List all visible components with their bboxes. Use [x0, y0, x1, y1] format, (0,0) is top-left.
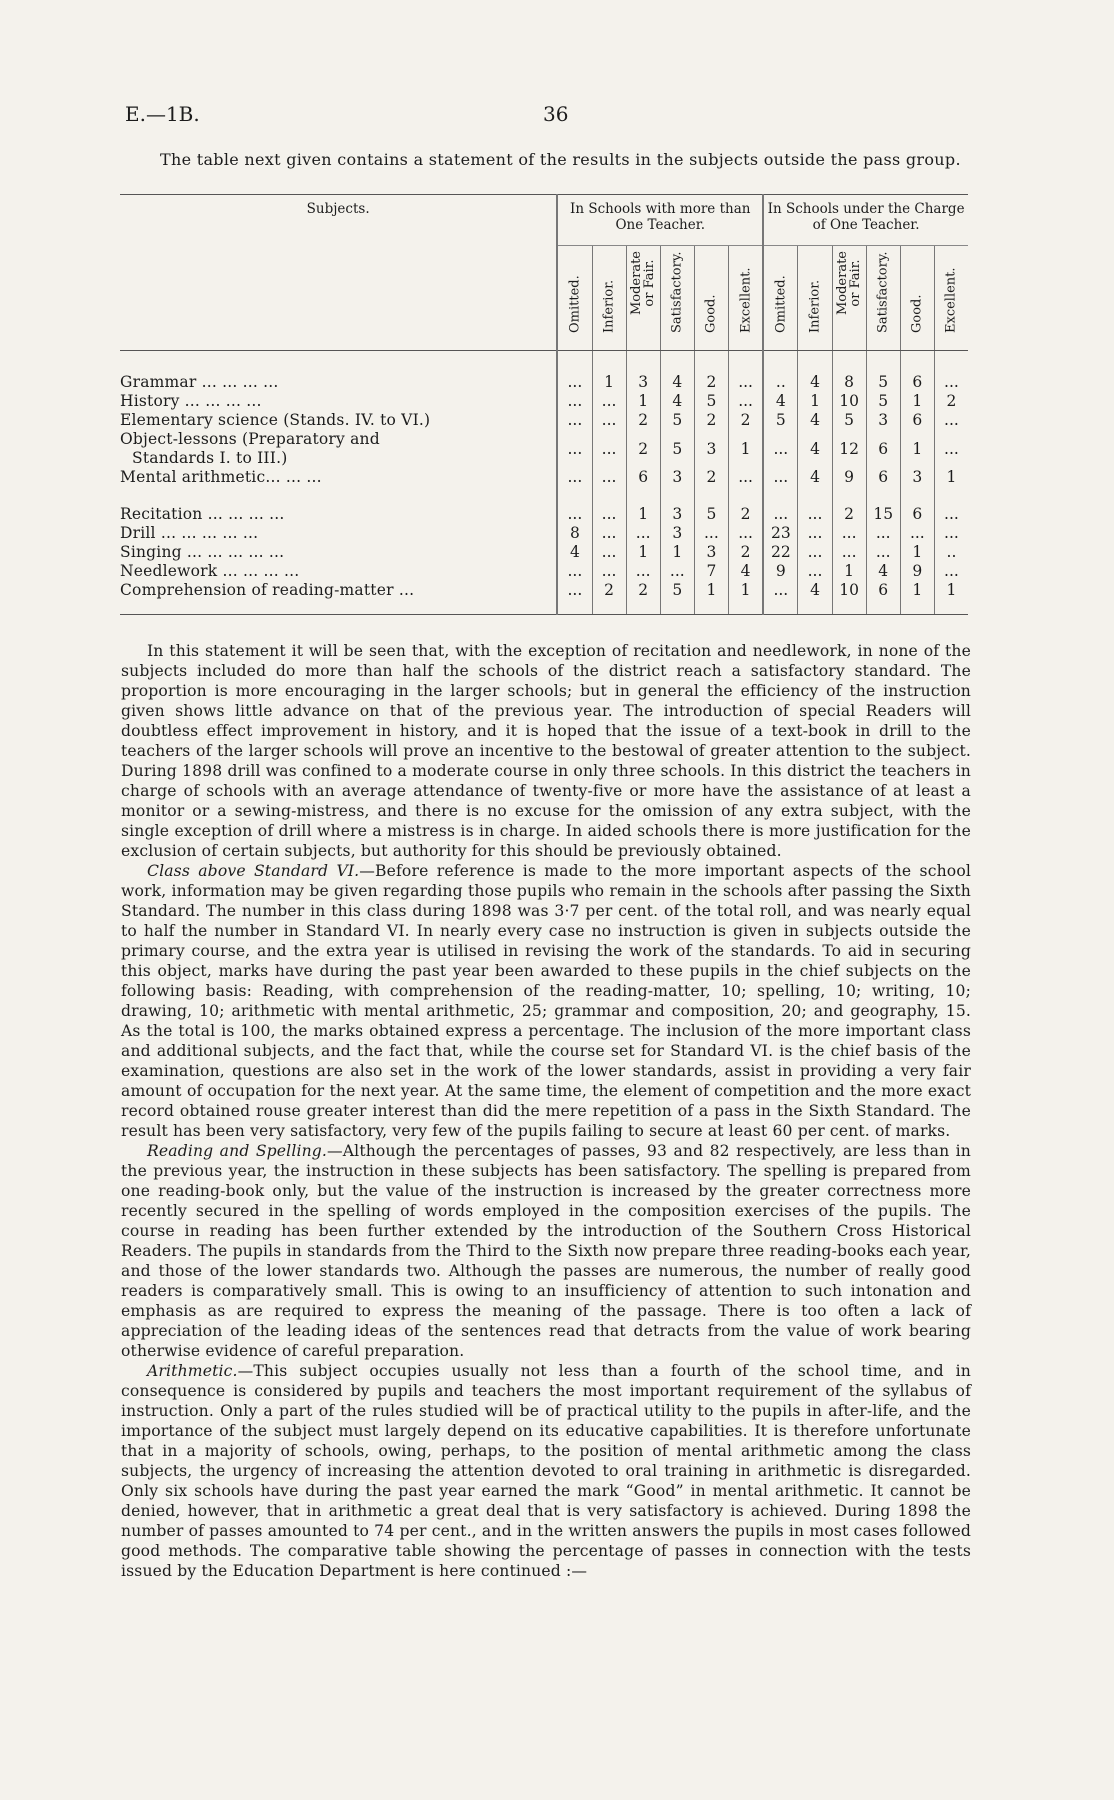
col-inferior: Inferior.	[798, 246, 832, 351]
table-cell: ...	[660, 562, 694, 581]
table-cell: 1	[900, 543, 934, 562]
table-cell: 6	[900, 505, 934, 524]
table-cell: 6	[900, 351, 934, 393]
row-subject: Grammar ... ... ... ...	[120, 373, 279, 391]
row-subject: Drill ... ... ... ... ...	[120, 524, 259, 542]
table-cell: 1	[832, 562, 866, 581]
table-cell: ...	[592, 430, 626, 468]
table-row	[120, 430, 968, 468]
table-cell: 1	[900, 581, 934, 615]
table-cell: 3	[694, 430, 728, 468]
table-cell: ...	[557, 468, 592, 487]
table-cell: ...	[866, 543, 900, 562]
table-cell: 5	[660, 581, 694, 615]
col-good: Good.	[694, 246, 728, 351]
table-cell: ...	[626, 562, 660, 581]
table-cell: ...	[798, 505, 832, 524]
table-row	[120, 581, 968, 615]
table-cell: 1	[900, 430, 934, 468]
table-cell: ..	[763, 351, 798, 393]
table-cell: 4	[866, 562, 900, 581]
table-cell: 9	[763, 562, 798, 581]
table-row	[120, 562, 968, 581]
page-number: 36	[543, 102, 569, 126]
table-cell: 5	[832, 411, 866, 430]
col-satisfactory: Satisfactory.	[866, 246, 900, 351]
table-cell: 5	[866, 351, 900, 393]
table-cell: ...	[557, 351, 592, 393]
table-cell: 6	[900, 411, 934, 430]
table-cell: 15	[866, 505, 900, 524]
col-omitted: Omitted.	[763, 246, 798, 351]
table-cell: 2	[626, 411, 660, 430]
col-moderate: Moderate or Fair.	[626, 246, 660, 351]
table-cell: ...	[866, 524, 900, 543]
table-cell: ...	[626, 524, 660, 543]
table-cell: 2	[832, 505, 866, 524]
document-code: E.—1B.	[125, 102, 200, 126]
table-cell: ..	[934, 543, 968, 562]
table-cell: ...	[557, 392, 592, 411]
table-row	[120, 392, 968, 411]
table-cell: ...	[557, 505, 592, 524]
row-spacer	[120, 487, 968, 505]
table-cell: ...	[557, 430, 592, 468]
table-cell: 5	[660, 411, 694, 430]
table-cell: ...	[934, 351, 968, 393]
table-cell: ...	[798, 543, 832, 562]
table-cell: ...	[592, 411, 626, 430]
table-cell: ...	[694, 524, 728, 543]
table-cell: ...	[728, 468, 763, 487]
table-cell: 2	[934, 392, 968, 411]
body-text	[121, 641, 971, 1581]
table-cell: ...	[557, 581, 592, 615]
table-cell: 3	[694, 543, 728, 562]
table-cell: 5	[694, 505, 728, 524]
table-row	[120, 543, 968, 562]
table-cell: 2	[694, 468, 728, 487]
table-cell: ...	[832, 543, 866, 562]
paragraph-omitted-subjects: In this statement it will be seen that, with the exception of recitation and needlework, in none of the subjects included do more than half the schools of the district reach a satisfactory standard. The proportion is more encouraging in the larger schools; but in general the efficiency of the instruction given shows little advance on that of the previous year. The introduction of special Readers will doubtless effect improvement in history, and it is hoped that the issue of a text-book in drill to the teachers of the larger schools will prove an incentive to the bestowal of greater attention to the subject. During 1898 drill was confined to a moderate course in only three schools. In this district the teachers in charge of schools with an average attendance of twenty-five or more have the assistance of at least a monitor or a sewing-mistress, and there is no excuse for the omission of any extra subject, with the single exception of drill where a mistress is in charge. In aided schools there is more justification for the exclusion of certain subjects, but authority for this should be previously obtained.	[121, 642, 971, 860]
table-cell: 10	[832, 392, 866, 411]
table-cell: 3	[626, 351, 660, 393]
table-cell: 1	[694, 581, 728, 615]
row-subject: Object-lessons (Preparatory and Standards I. to III.)	[120, 430, 380, 467]
col-excellent: Excellent.	[728, 246, 763, 351]
table-cell: 1	[592, 351, 626, 393]
table-cell: 1	[798, 392, 832, 411]
table-cell: ...	[763, 468, 798, 487]
table-cell: ...	[763, 430, 798, 468]
col-omitted: Omitted.	[557, 246, 592, 351]
table-cell: 2	[728, 411, 763, 430]
table-cell: 2	[694, 351, 728, 393]
paragraph-class-above-standard-vi: Class above Standard VI.—Before reference is made to the more important aspects of the school work, information may be given regarding those pupils who remain in the schools after passing the Sixth Standard. The number in this class during 1898 was 3·7 per cent. of the total roll, and was nearly equal to half the number in Standard VI. In nearly every case no instruction is given in subjects outside the primary course, and the extra year is utilised in revising the work of the standards. To aid in securing this object, marks have during the past year been awarded to these pupils in the chief subjects on the following basis: Reading, with comprehension of the reading-matter, 10; spelling, 10; writing, 10; drawing, 10; arithmetic with mental arithmetic, 25; grammar and composition, 20; and geography, 15. As the total is 100, the marks obtained express a percentage. The inclusion of the more important class and additional subjects, and the fact that, while the course set for Standard VI. is the chief basis of the examination, questions are also set in the work of the lower standards, assist in providing a very fair amount of occupation for the next year. At the same time, the element of competition and the more exact record obtained rouse greater interest than did the mere repetition of a pass in the Sixth Standard. The result has been very satisfactory, very few of the pupils failing to secure at least 60 per cent. of marks.	[121, 862, 971, 1140]
col-excellent: Excellent.	[934, 246, 968, 351]
table-cell: ...	[728, 392, 763, 411]
table-cell: 3	[660, 468, 694, 487]
table-row	[120, 524, 968, 543]
table-row	[120, 505, 968, 524]
table-cell: 1	[626, 392, 660, 411]
table-cell: 4	[660, 392, 694, 411]
table-cell: ...	[832, 524, 866, 543]
table-cell: 2	[694, 411, 728, 430]
group-header-single-teacher: In Schools under the Charge of One Teacher.	[763, 195, 968, 246]
table-cell: 1	[728, 430, 763, 468]
table-cell: 1	[728, 581, 763, 615]
col-moderate: Moderate or Fair.	[832, 246, 866, 351]
table-cell: 3	[866, 411, 900, 430]
table-cell: 4	[798, 430, 832, 468]
table-cell: 4	[798, 411, 832, 430]
table-intro: The table next given contains a statement of the results in the subjects outside the pass group.	[160, 150, 961, 169]
table-row	[120, 411, 968, 430]
table-cell: 23	[763, 524, 798, 543]
table-cell: 12	[832, 430, 866, 468]
table-cell: 7	[694, 562, 728, 581]
results-table	[120, 194, 968, 615]
table-cell: ...	[934, 562, 968, 581]
table-row	[120, 468, 968, 487]
row-subject: Singing ... ... ... ... ...	[120, 543, 285, 561]
table-cell: ...	[934, 505, 968, 524]
table-cell: 1	[934, 468, 968, 487]
table-cell: 1	[660, 543, 694, 562]
table-cell: 4	[763, 392, 798, 411]
table-cell: 1	[934, 581, 968, 615]
table-cell: 6	[866, 581, 900, 615]
table-cell: 6	[866, 468, 900, 487]
table-cell: 4	[798, 468, 832, 487]
table-cell: 5	[694, 392, 728, 411]
row-subject: Elementary science (Stands. IV. to VI.)	[120, 411, 431, 429]
table-cell: 22	[763, 543, 798, 562]
paragraph-reading-spelling: Reading and Spelling.—Although the percentages of passes, 93 and 82 respectively, are less than in the previous year, the instruction in these subjects has been satisfactory. The spelling is prepared from one reading-book only, but the value of the instruction is increased by the greater correctness more recently secured in the spelling of words employed in the composition exercises of the pupils. The course in reading has been further extended by the introduction of the Southern Cross Historical Readers. The pupils in standards from the Third to the Sixth now prepare three reading-books each year, and those of the lower standards two. Although the passes are numerous, the number of really good readers is comparatively small. This is owing to an insufficiency of attention to such intonation and emphasis as are required to express the meaning of the passage. There is too often a lack of appreciation of the leading ideas of the sentences read that detracts from the value of work bearing otherwise evidence of careful preparation.	[121, 1142, 972, 1360]
subjects-header: Subjects.	[120, 195, 557, 351]
row-subject: Mental arithmetic... ... ...	[120, 468, 322, 486]
table-cell: 4	[728, 562, 763, 581]
table-cell: ...	[728, 524, 763, 543]
row-subject: Needlework ... ... ... ...	[120, 562, 300, 580]
table-cell: 9	[832, 468, 866, 487]
table-cell: ...	[557, 562, 592, 581]
table-cell: 3	[660, 524, 694, 543]
table-cell: 6	[866, 430, 900, 468]
paragraph-arithmetic: Arithmetic.—This subject occupies usually not less than a fourth of the school time, and in consequence is considered by pupils and teachers the most important requirement of the syllabus of instruction. Only a part of the rules studied will be of practical utility to the pupils in after-life, and the importance of the subject must largely depend on its educative capabilities. It is therefore unfortunate that in a majority of schools, owing, perhaps, to the position of mental arithmetic among the class subjects, the urgency of increasing the attention devoted to oral training in arithmetic is disregarded. Only six schools have during the past year earned the mark “Good” in mental arithmetic. It cannot be denied, however, that in arithmetic a great deal that is very satisfactory is achieved. During 1898 the number of passes amounted to 74 per cent., and in the written answers the pupils in most cases followed good methods. The comparative table showing the percentage of passes in connection with the tests issued by the Education Department is here continued :—	[121, 1362, 971, 1580]
col-inferior: Inferior.	[592, 246, 626, 351]
table-cell: 5	[866, 392, 900, 411]
table-cell: 4	[798, 351, 832, 393]
table-cell: ...	[592, 562, 626, 581]
row-subject: History ... ... ... ...	[120, 392, 262, 410]
table-cell: 8	[832, 351, 866, 393]
table-cell: 1	[626, 505, 660, 524]
table-cell: ...	[798, 562, 832, 581]
table-cell: 2	[626, 581, 660, 615]
col-satisfactory: Satisfactory.	[660, 246, 694, 351]
group-header-multi-teacher: In Schools with more than One Teacher.	[557, 195, 763, 246]
table-cell: 9	[900, 562, 934, 581]
table-cell: ...	[798, 524, 832, 543]
table-cell: 2	[728, 505, 763, 524]
table-cell: 2	[728, 543, 763, 562]
table-cell: 4	[798, 581, 832, 615]
table-cell: 4	[557, 543, 592, 562]
table-cell: ...	[934, 411, 968, 430]
table-row	[120, 351, 968, 393]
col-good: Good.	[900, 246, 934, 351]
table-cell: ...	[592, 543, 626, 562]
table-cell: ...	[592, 524, 626, 543]
table-cell: 2	[626, 430, 660, 468]
table-cell: 2	[592, 581, 626, 615]
table-cell: ...	[592, 468, 626, 487]
table-cell: 1	[900, 392, 934, 411]
table-cell: ...	[763, 505, 798, 524]
table-cell: 10	[832, 581, 866, 615]
table-cell: ...	[557, 411, 592, 430]
table-cell: 4	[660, 351, 694, 393]
table-cell: 1	[626, 543, 660, 562]
row-subject: Comprehension of reading-matter ...	[120, 581, 557, 615]
table-cell: 3	[900, 468, 934, 487]
table-cell: 8	[557, 524, 592, 543]
table-cell: ...	[934, 430, 968, 468]
table-cell: ...	[728, 351, 763, 393]
table-cell: 3	[660, 505, 694, 524]
table-cell: ...	[763, 581, 798, 615]
table-cell: ...	[592, 392, 626, 411]
table-cell: 5	[763, 411, 798, 430]
table-cell: 6	[626, 468, 660, 487]
row-subject: Recitation ... ... ... ...	[120, 505, 285, 523]
table-cell: ...	[900, 524, 934, 543]
table-cell: 5	[660, 430, 694, 468]
table-cell: ...	[592, 505, 626, 524]
table-cell: ...	[934, 524, 968, 543]
